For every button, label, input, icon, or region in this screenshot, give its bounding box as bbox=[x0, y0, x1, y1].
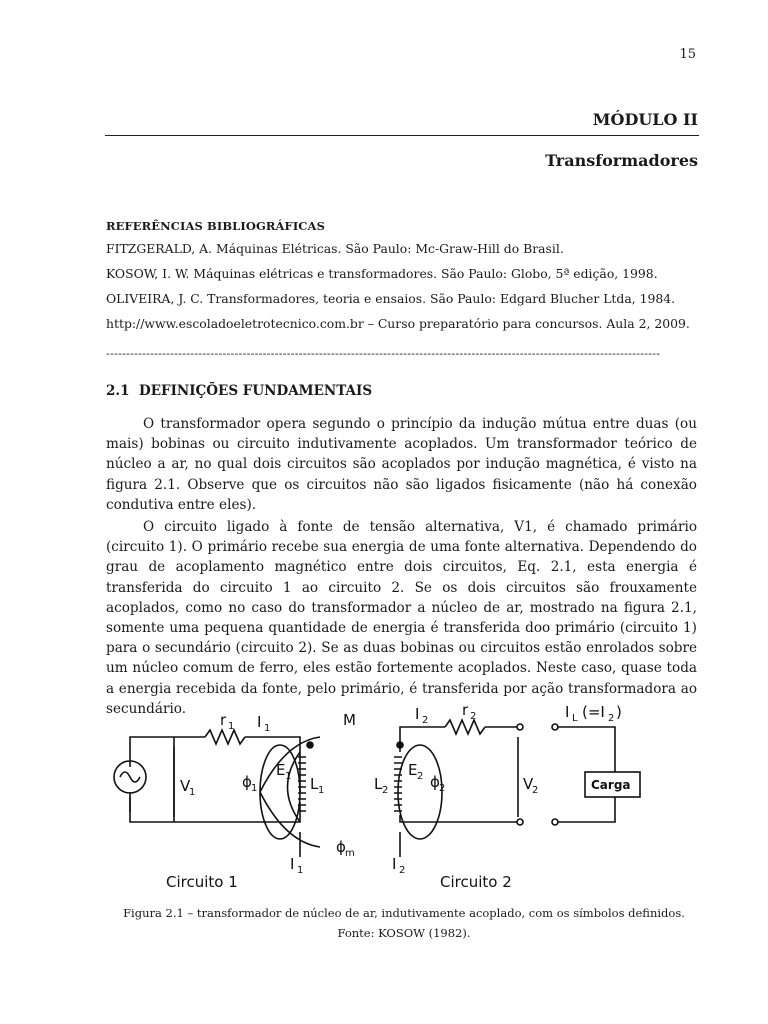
load-label: Carga bbox=[591, 778, 631, 792]
phi1-label: ϕ bbox=[242, 773, 252, 791]
e2-sub: 2 bbox=[417, 771, 424, 782]
l1-sub: 1 bbox=[318, 785, 325, 796]
terminal-icon bbox=[552, 724, 558, 730]
v2-label: V bbox=[523, 775, 534, 793]
l2-sub: 2 bbox=[382, 785, 389, 796]
terminal-icon bbox=[517, 819, 523, 825]
reference-item: FITZGERALD, A. Máquinas Elétricas. São Paulo: Mc-Graw-Hill do Brasil. bbox=[106, 241, 564, 256]
r1-label: r bbox=[220, 711, 227, 729]
i2-top-label: I bbox=[415, 705, 420, 723]
section-heading bbox=[106, 383, 372, 399]
i1-top-label: I bbox=[257, 713, 262, 731]
v2-sub: 2 bbox=[532, 785, 539, 796]
i2-top-sub: 2 bbox=[422, 715, 429, 726]
sine-wave-icon bbox=[120, 772, 140, 782]
terminal-icon bbox=[517, 724, 523, 730]
r1-sub: 1 bbox=[228, 721, 235, 732]
e1-sub: 1 bbox=[285, 771, 292, 782]
phi1-sub: 1 bbox=[251, 783, 258, 794]
phi2-sub: 2 bbox=[439, 783, 446, 794]
page-number: 15 bbox=[679, 47, 696, 62]
terminal-icon bbox=[552, 819, 558, 825]
reference-item: KOSOW, I. W. Máquinas elétricas e transformadores. São Paulo: Globo, 5ª edição, 1998. bbox=[106, 266, 658, 281]
phi2-label: ϕ bbox=[430, 773, 440, 791]
module-title: MÓDULO II bbox=[592, 110, 698, 129]
il-eq-sub: 2 bbox=[608, 713, 615, 724]
i2-bottom-label: I bbox=[392, 855, 397, 873]
reference-item: OLIVEIRA, J. C. Transformadores, teoria e ensaios. São Paulo: Edgard Blucher Ltda, 1984. bbox=[106, 291, 676, 306]
section-title: DEFINIÇÕES FUNDAMENTAIS bbox=[139, 383, 373, 399]
polarity-dot bbox=[307, 742, 313, 748]
r2-sub: 2 bbox=[470, 711, 477, 722]
l1-label: L bbox=[310, 775, 319, 793]
il-label: I bbox=[565, 703, 570, 721]
phim-sub: m bbox=[345, 848, 355, 859]
chapter-title: Transformadores bbox=[545, 151, 698, 170]
header-rule bbox=[105, 135, 699, 136]
r2-label: r bbox=[462, 701, 469, 719]
i1-bottom-sub: 1 bbox=[297, 865, 304, 876]
v1-sub: 1 bbox=[189, 787, 196, 798]
i1-bottom-label: I bbox=[290, 855, 295, 873]
i2-bottom-sub: 2 bbox=[399, 865, 406, 876]
figure-caption bbox=[100, 903, 708, 943]
references-heading: REFERÊNCIAS BIBLIOGRÁFICAS bbox=[106, 219, 325, 233]
i1-top-sub: 1 bbox=[264, 723, 271, 734]
il-sub: L bbox=[572, 713, 578, 724]
reference-link[interactable]: http://www.escoladoeletrotecnico.com.br – Curso preparatório para concursos. Aula 2, 2009. bbox=[106, 316, 690, 331]
separator-line: ------------------------------------------------------------------------------------------------------------------------------------------ bbox=[106, 348, 661, 360]
transformer-figure bbox=[110, 697, 670, 897]
paragraph: O transformador opera segundo o princípio da indução mútua entre duas (ou mais) bobinas ou circuito indutivamente acoplados. Um transformador teórico de núcleo a ar, no qual dois circuitos são acoplados por indução magnética, é visto na figura 2.1. Observe que os circuitos não são ligados fisicamente (não há conexão condutiva entre eles). bbox=[106, 416, 697, 513]
paragraph: O circuito ligado à fonte de tensão alternativa, V1, é chamado primário (circuito 1). O primário recebe sua energia de uma fonte alternativa. Dependendo do grau de acoplamento magnético entre dois circuitos, Eq. 2.1, esta energia é transferida do circuito 1 ao circuito 2. Se os dois circuitos são frouxamente acoplados, como no caso do transformador a núcleo de ar, mostrado na figura 2.1, somente uma pequena quantidade de energia é transferida doo primário (circuito 1) para o secundário (circuito 2). Se as duas bobinas ou circuitos estão enrolados sobre um núcleo comum de ferro, eles estão fortemente acoplados. Neste caso, quase toda a energia recebida da fonte, pelo primário, é transferida por ação transformadora ao secundário. bbox=[106, 519, 697, 717]
il-eq: (=I bbox=[582, 703, 605, 721]
caption-text: Figura 2.1 – transformador de núcleo de ar, indutivamente acoplado, com os símbolos definidos. bbox=[123, 906, 685, 920]
m-label: M bbox=[343, 711, 356, 729]
section-number: 2.1 bbox=[106, 383, 130, 399]
circuit-1-wires bbox=[130, 730, 300, 822]
references-block bbox=[106, 219, 700, 340]
load-wires bbox=[558, 727, 615, 822]
e2-label: E bbox=[408, 761, 418, 779]
l2-label: L bbox=[374, 775, 383, 793]
circuit-2-label: Circuito 2 bbox=[440, 873, 512, 891]
il-close: ) bbox=[616, 703, 622, 721]
circuit-1-label: Circuito 1 bbox=[166, 873, 238, 891]
caption-source: Fonte: KOSOW (1982). bbox=[337, 926, 471, 940]
transformer-circuit-diagram bbox=[110, 697, 670, 897]
phim-label: ϕ bbox=[336, 838, 346, 856]
e1-label: E bbox=[276, 761, 286, 779]
secondary-coil bbox=[394, 745, 442, 839]
body-text bbox=[106, 414, 697, 721]
v1-label: V bbox=[180, 777, 191, 795]
